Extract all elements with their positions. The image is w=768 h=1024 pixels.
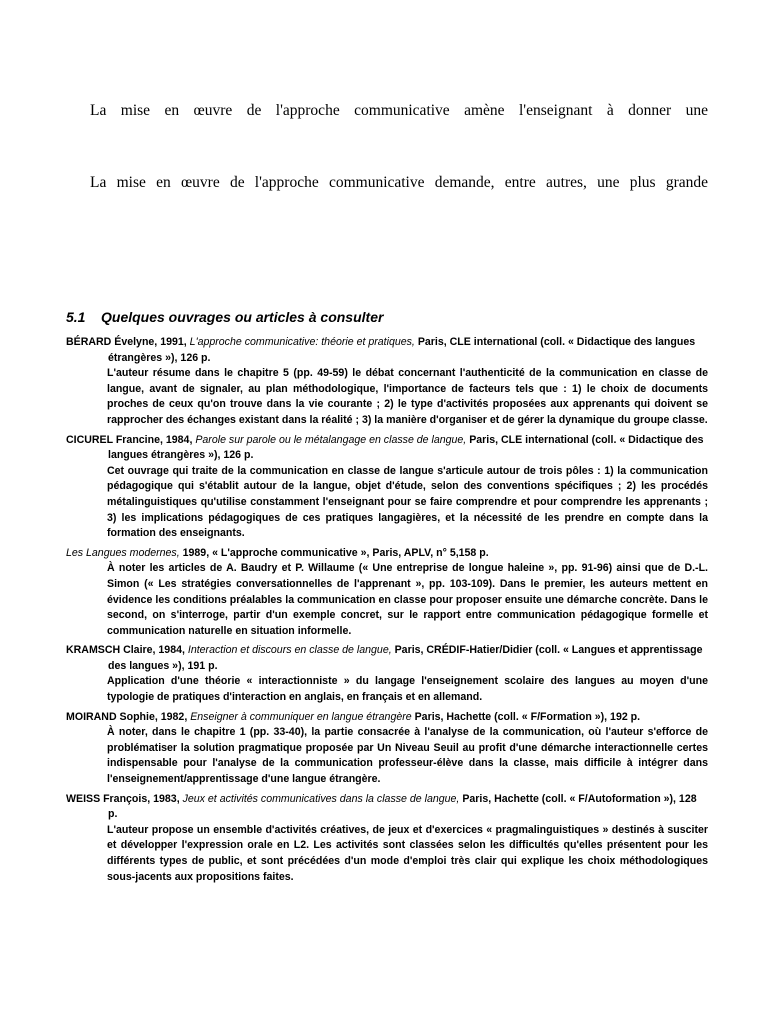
reference-author: MOIRAND Sophie, 1982, bbox=[66, 710, 188, 723]
reference-details: Paris, Hachette (coll. « F/Formation »), 192 p. bbox=[414, 710, 641, 723]
reference-header bbox=[66, 335, 708, 366]
reference-details: Paris, Hachette (coll. « F/Autoformation »), 128 p. bbox=[108, 792, 697, 821]
reference-description: À noter, dans le chapitre 1 (pp. 33-40), la partie consacrée à l'analyse de la communication, où l'auteur s'efforce de problématiser la solution pragmatique proposée par Un Niveau Seuil au profit d'une démarche interactionnelle certes indispensable pour l'analyse de la communication professeur-élève dans la classe, mais difficile à intégrer dans l'enseignement/apprentissage d'une langue étrangère. bbox=[107, 726, 708, 786]
reference-title: Interaction et discours en classe de langue, bbox=[187, 644, 392, 657]
reference-weiss bbox=[66, 792, 708, 886]
reference-author: WEISS François, 1983, bbox=[66, 792, 180, 805]
reference-kramsch bbox=[66, 643, 708, 705]
reference-header bbox=[66, 643, 708, 674]
reference-title: Jeux et activités communicatives dans la classe de langue, bbox=[182, 792, 460, 805]
reference-details: Paris, CRÉDIF-Hatier/Didier (coll. « Langues et apprentissage des langues »), 191 p. bbox=[108, 644, 703, 672]
reference-langues-modernes bbox=[66, 546, 708, 640]
reference-title: Parole sur parole ou le métalangage en classe de langue, bbox=[195, 433, 467, 446]
reference-title: L'approche communicative: théorie et pratiques, bbox=[189, 336, 415, 348]
reference-description: Application d'une théorie « interactionniste » du langage l'enseignement scolaire des langues au moyen d'une typologie de pratiques d'interaction en anglais, en français et en allemand. bbox=[107, 675, 708, 704]
reference-title: Les Langues modernes, bbox=[66, 546, 180, 559]
section-title: Quelques ouvrages ou articles à consulter bbox=[101, 309, 384, 325]
reference-header bbox=[66, 792, 708, 823]
reference-details: 1989, « L'approche communicative », Paris, APLV, n° 5,158 p. bbox=[182, 546, 489, 559]
reference-details: Paris, CLE international (coll. « Didactique des langues étrangères »), 126 p. bbox=[108, 433, 704, 462]
reference-header bbox=[66, 433, 708, 464]
reference-description: Cet ouvrage qui traite de la communication en classe de langue s'articule autour de trois pôles : 1) la communication pédagogique qui s'établit autour de la langue, objet d'étude, selon des conventions spécifiques ; 2) les procédés métalinguistiques qu'utilise constamment l'enseignant pour se faire comprendre et pour comprendre les apprenants ; 3) les implications pédagogiques de ces pratiques langagières, et la nécessité de les prendre en compte dans la formation des enseignants. bbox=[107, 464, 708, 540]
reference-description: À noter les articles de A. Baudry et P. Willaume (« Une entreprise de longue haleine », pp. 91-96) ainsi que de D.-L. Simon (« Les stratégies conversationnelles de l'apprenant », pp. 103-109). Dans le premier, les auteurs mettent en évidence les conditions préalables la communication en classe pour proposer ensuite une démarche concrète. Dans le second, on s'interroge, partir d'un exemple concret, sur le rapport entre communication pédagogique formelle et communication naturelle en situation informelle. bbox=[107, 562, 708, 637]
reference-list bbox=[66, 335, 708, 889]
reference-header bbox=[66, 710, 708, 726]
reference-berard bbox=[66, 335, 708, 429]
reference-title: Enseigner à communiquer en langue étrangère bbox=[190, 710, 412, 723]
section-number: 5.1 bbox=[66, 309, 86, 325]
reference-description: L'auteur propose un ensemble d'activités créatives, de jeux et d'exercices « pragmalinguistiques » destinés à susciter et développer l'expression orale en L2. Les activités sont classées selon les difficultés qu'elles présentent pour les différents types de public, et sont précédées d'un mode d'emploi très clair qui explique les choix méthodologiques sous-jacents aux propositions faites. bbox=[107, 823, 708, 883]
paragraph-line-2: La mise en œuvre de l'approche communicative demande, entre autres, une plus grande bbox=[90, 174, 708, 191]
reference-moirand bbox=[66, 710, 708, 788]
reference-author: BÉRARD Évelyne, 1991, bbox=[66, 336, 187, 348]
paragraph-line-1: La mise en œuvre de l'approche communicative amène l'enseignant à donner une bbox=[90, 102, 708, 119]
section-heading bbox=[66, 309, 383, 325]
reference-header bbox=[66, 546, 708, 562]
reference-description: L'auteur résume dans le chapitre 5 (pp. 49-59) le débat concernant l'authenticité de la communication en classe de langue, avant de signaler, au plan méthodologique, l'importance de facteurs tels que : 1) le choix de documents proches de ceux qu'on trouve dans la vie courante ; 2) le type d'activités proposées aux apprenants qui doivent se rapprocher des échanges existant dans la réalité ; 3) la manière d'organiser et de gérer la dynamique du groupe classe. bbox=[107, 367, 708, 426]
reference-author: KRAMSCH Claire, 1984, bbox=[66, 644, 185, 657]
reference-author: CICUREL Francine, 1984, bbox=[66, 433, 193, 446]
reference-details: Paris, CLE international (coll. « Didactique des langues étrangères »), 126 p. bbox=[108, 336, 696, 364]
reference-cicurel bbox=[66, 433, 708, 542]
